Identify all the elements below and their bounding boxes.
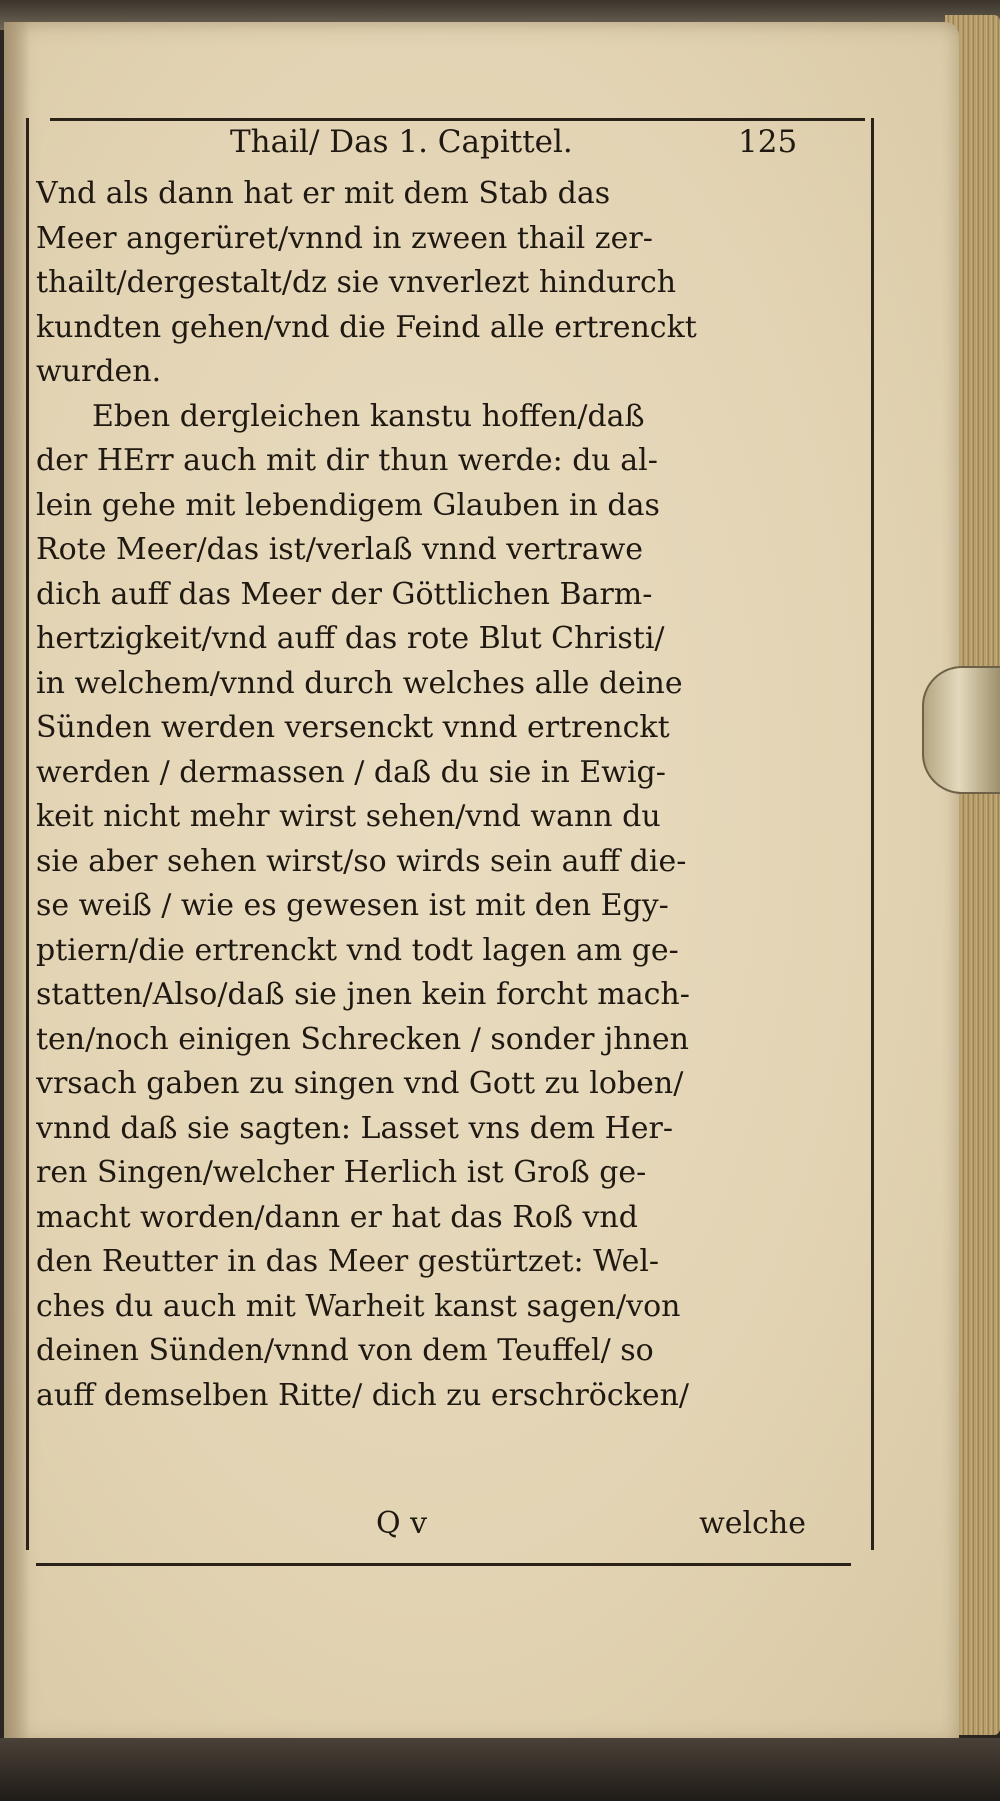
text-line: werden / dermassen / daß du sie in Ewig- [36,754,666,790]
text-line: Sünden werden versenckt vnnd ertrenckt [36,710,670,745]
text-line: deinen Sünden/vnnd von dem Teuffel/ so [36,1333,654,1368]
text-line: ptiern/die ertrenckt vnd todt lagen am ge- [36,932,679,968]
metal-clasp [922,666,1000,794]
signature-mark: Q v [376,1506,428,1541]
text-line: vnnd daß sie sagten: Lasset vns dem Her- [36,1110,674,1146]
body-text [36,172,806,1418]
text-line: statten/Also/daß sie jnen kein forcht mach- [36,977,690,1012]
running-head-title: Thail/ Das 1. Capittel. [230,124,573,160]
catchword: welche [699,1506,806,1541]
text-line: kundten gehen/vnd die Feind alle ertrenckt [36,309,697,345]
text-line: in welchem/vnnd durch welches alle deine [36,665,683,701]
text-line: dich auff das Meer der Göttlichen Barm- [36,576,653,612]
text-line: Rote Meer/das ist/verlaß vnnd vertrawe [36,532,644,567]
text-line: auff demselben Ritte/ dich zu erschröcken/ [36,1377,690,1413]
text-line: se weiß / wie es gewesen ist mit den Egy- [36,888,669,923]
text-line: hertzigkeit/vnd auff das rote Blut Christi/ [36,621,665,656]
text-line: den Reutter in das Meer gestürtzet: Wel- [36,1244,660,1279]
background-bottom [0,1738,1000,1801]
text-line: lein gehe mit lebendigem Glauben in das [36,487,660,523]
running-head [30,120,820,164]
catchline [36,1502,806,1546]
text-line: macht worden/dann er hat das Roß vnd [36,1199,638,1235]
text-line: Eben dergleichen kanstu hoffen/daß [92,398,645,434]
text-line: ren Singen/welcher Herlich ist Groß ge- [36,1155,647,1190]
text-line: Meer angerüret/vnnd in zween thail zer- [36,220,653,256]
text-line: wurden. [36,354,162,389]
text-line: vrsach gaben zu singen vnd Gott zu loben/ [36,1066,684,1101]
text-line: Vnd als dann hat er mit dem Stab das [36,176,611,211]
bottom-rule [36,1563,851,1566]
text-line: ten/noch einigen Schrecken / sonder jhnen [36,1021,689,1057]
text-line: ches du auch mit Warheit kanst sagen/von [36,1288,681,1324]
text-line: thailt/dergestalt/dz sie vnverlezt hindurch [36,265,677,300]
text-line: der HErr auch mit dir thun werde: du al- [36,443,658,478]
text-line: sie aber sehen wirst/so wirds sein auff die- [36,843,687,879]
text-line: keit nicht mehr wirst sehen/vnd wann du [36,799,661,834]
page-number: 125 [738,124,798,160]
